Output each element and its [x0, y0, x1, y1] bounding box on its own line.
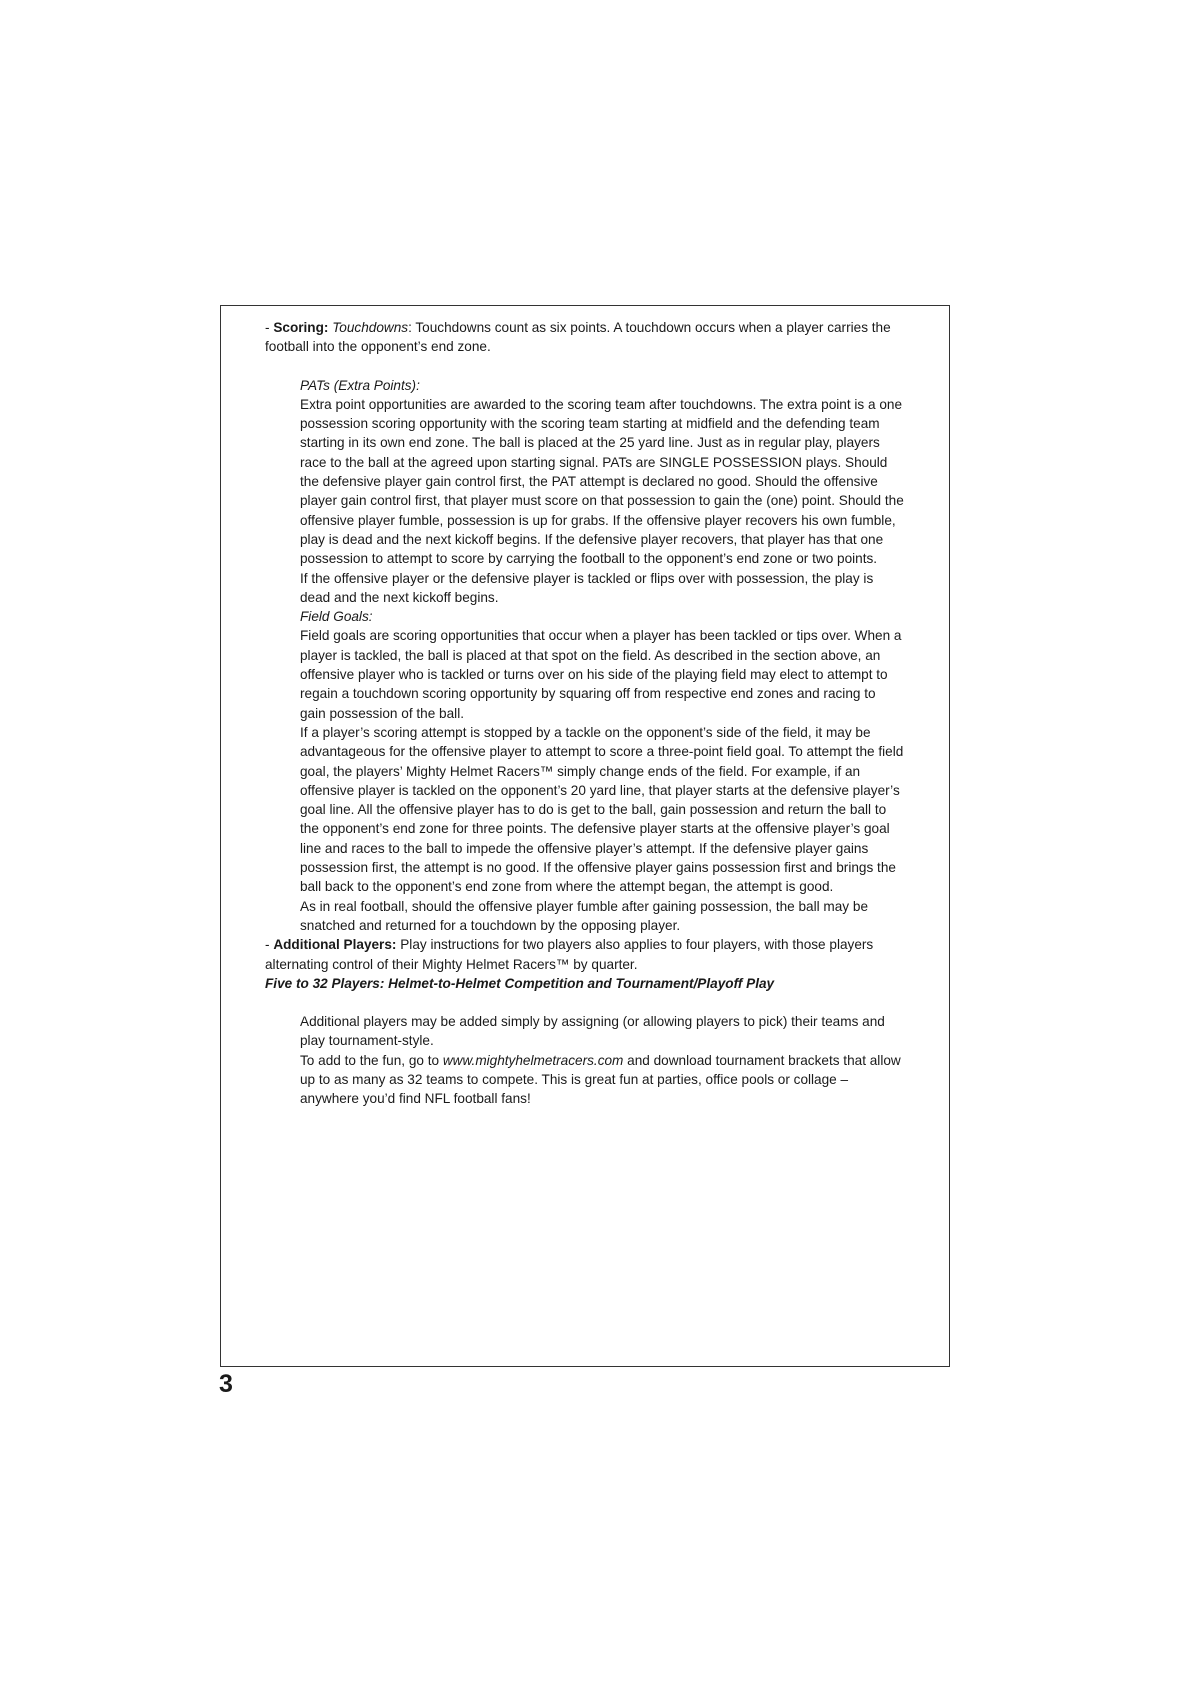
five-to-32-paragraph-2: [300, 1051, 905, 1109]
field-goals-paragraph-2: If a player’s scoring attempt is stopped by a tackle on the opponent’s side of the field, it may be advantageous for the offensive player to attempt to score a three-point field goal. To attempt the field goal, the players’ Mighty Helmet Racers™ simply change ends of the field. For example, if an offensive player is tackled on the opponent’s 20 yard line, that player starts at the defensive player’s goal line. All the offensive player has to do is get to the ball, gain possession and return the ball to the opponent’s end zone for three points. The defensive player starts at the offensive player’s goal line and races to the ball to impede the offensive player’s attempt. If the defensive player gains possession first, the attempt is no good. If the offensive player gains possession first and brings the ball back to the opponent’s end zone from where the attempt began, the attempt is good.: [300, 724, 904, 895]
scoring-paragraph: [265, 318, 905, 357]
field-goals-heading: Field Goals:: [300, 609, 373, 625]
pats-paragraph-2: If the offensive player or the defensive player is tackled or flips over with possession, the play is dead and the next kickoff begins.: [300, 570, 874, 605]
scoring-label: Scoring:: [273, 320, 329, 335]
page-number: 3: [219, 1370, 233, 1398]
page-content: [265, 318, 905, 1109]
five-to-32-paragraph-1: Additional players may be added simply by assigning (or allowing players to pick) their teams and play tournament-style.: [300, 1014, 885, 1049]
scoring-dash: -: [265, 320, 274, 335]
pats-heading: PATs (Extra Points):: [300, 377, 420, 393]
additional-players-text: Play instructions for two players also applies to four players, with those players alternating control of their Mighty Helmet Racers™ by quarter.: [265, 937, 874, 972]
field-goals-paragraph-3: As in real football, should the offensive player fumble after gaining possession, the ball may be snatched and returned for a touchdown by the opposing player.: [300, 898, 869, 933]
five-to-32-title: Five to 32 Players: Helmet-to-Helmet Competition and Tournament/Playoff Play: [265, 975, 775, 991]
five-to-32-section: [300, 1012, 905, 1108]
fun-text-after: and download tournament brackets that allow up to as many as 32 teams to compete. This is great fun at parties, office pools or collage – anywhere you’d find NFL football fans!: [300, 1052, 901, 1107]
additional-players-label: Additional Players:: [273, 937, 397, 953]
field-goals-paragraph-1: Field goals are scoring opportunities that occur when a player has been tackled or tips over. When a player is tackled, the ball is placed at that spot on the field. As described in the section above, an offensive player who is tackled or turns over on his side of the playing field may elect to attempt to regain a touchdown scoring opportunity by squaring off from respective end zones and racing to gain possession of the ball.: [300, 628, 902, 721]
scoring-text: : Touchdowns count as six points. A touchdown occurs when a player carries the football into the opponent’s end zone.: [265, 320, 891, 355]
additional-dash: -: [265, 937, 274, 953]
additional-players-paragraph: [265, 935, 905, 974]
fun-text-before: To add to the fun, go to: [300, 1052, 443, 1068]
website-link[interactable]: www.mightyhelmetracers.com: [442, 1052, 624, 1068]
pats-section: [300, 376, 905, 936]
pats-paragraph-1: Extra point opportunities are awarded to the scoring team after touchdowns. The extra point is a one possession scoring opportunity with the scoring team starting at midfield and the defending team starting in its own end zone. The ball is placed at the 25 yard line. Just as in regular play, players race to the ball at the agreed upon starting signal. PATs are SINGLE POSSESSION plays. Should the defensive player gain control first, the PAT attempt is declared no good. Should the offensive player gain control first, that player must score on that possession to gain the (one) point. Should the offensive player fumble, possession is up for grabs. If the offensive player recovers his own fumble, play is dead and the next kickoff begins. If the defensive player recovers, that player has that one possession to attempt to score by carrying the football to the opponent’s end zone or two points.: [300, 396, 904, 567]
touchdowns-label: Touchdowns: [332, 320, 409, 335]
